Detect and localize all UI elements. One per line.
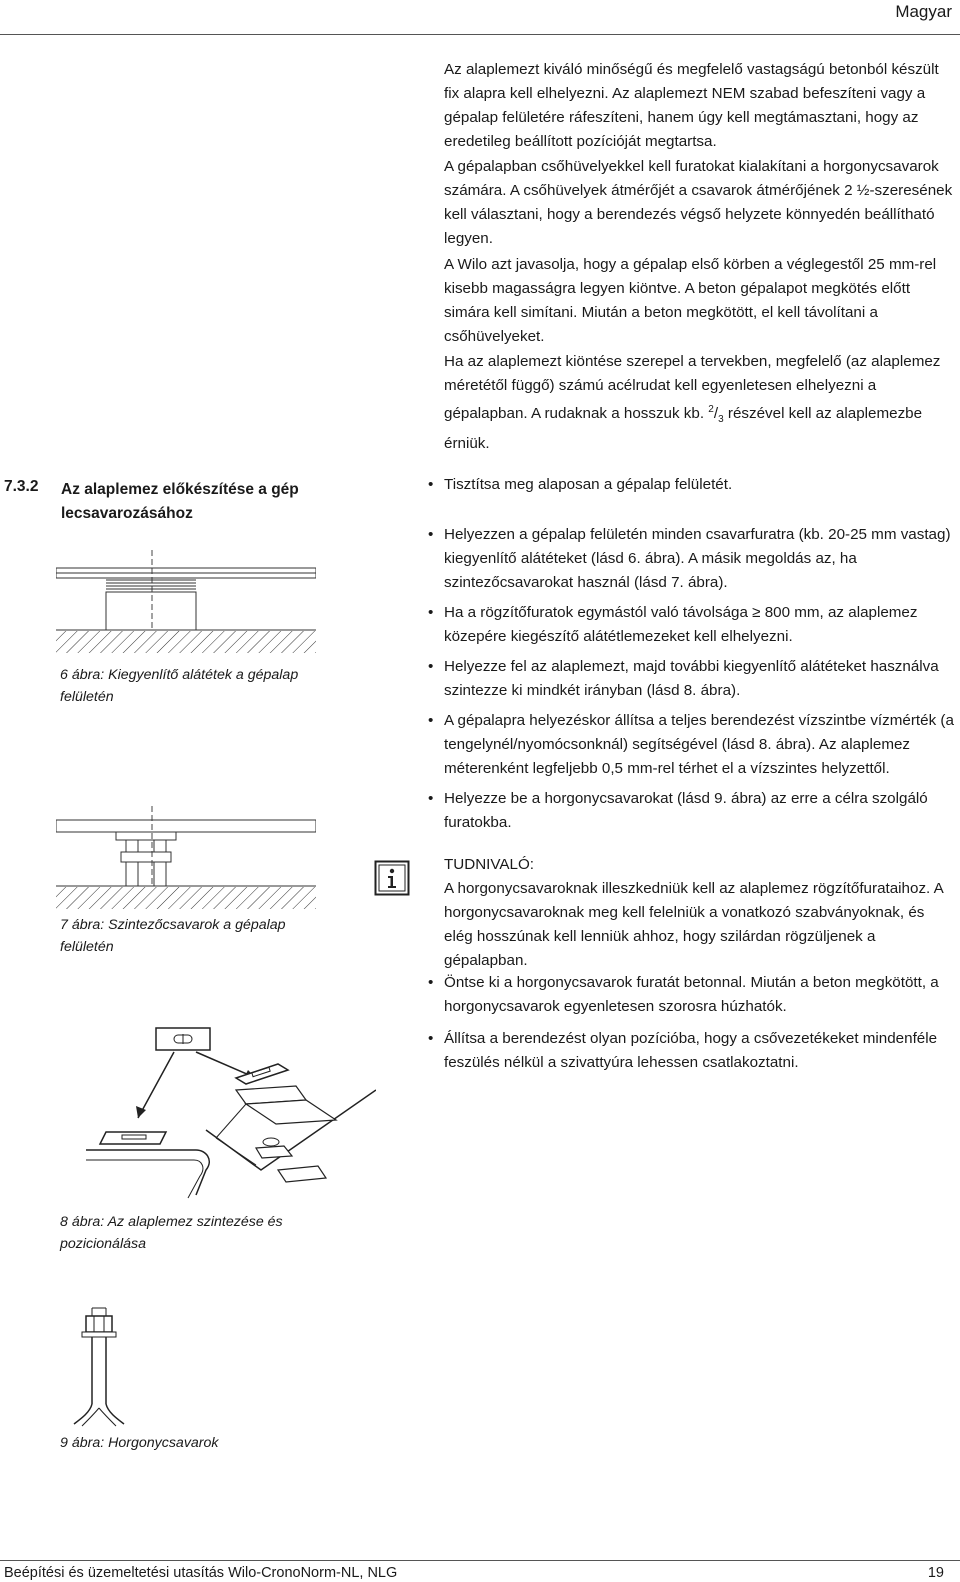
list-item: • Helyezze be a horgonycsavarokat (lásd 9. ábra) az erre a célra szolgáló furatokba. bbox=[428, 787, 956, 835]
list-item: • Helyezze fel az alaplemezt, majd további kiegyenlítő alátéteket használva szintezze ki mindkét irányban (lásd 8. ábra). bbox=[428, 655, 956, 703]
list-item: • Ha a rögzítőfuratok egymástól való távolsága ≥ 800 mm, az alaplemez közepére kiegészítő alátétlemezeket kell elhelyezni. bbox=[428, 601, 956, 649]
footer-rule bbox=[0, 1560, 960, 1561]
note-block bbox=[444, 853, 954, 973]
figure-9-anchor-bolt bbox=[60, 1304, 140, 1430]
figure-7-leveling-screws bbox=[56, 806, 316, 912]
figure-8-baseplate-leveling bbox=[56, 1020, 376, 1205]
section-number: 7.3.2 bbox=[4, 478, 39, 495]
list-item: • Állítsa a berendezést olyan pozícióba, hogy a csővezetékeket mindenféle feszülés nélkül a szivattyúra lehessen csatlakoztatni. bbox=[428, 1027, 956, 1075]
list-item: • Öntse ki a horgonycsavarok furatát betonnal. Miután a beton megkötött, a horgonycsavarok egyenletesen szorosra húzhatók. bbox=[428, 971, 956, 1019]
note-label: TUDNIVALÓ: bbox=[444, 856, 535, 873]
intro-paragraph-2: A gépalapban csőhüvelyekkel kell furatokat kialakítani a horgonycsavarok számára. A csőhüvelyek átmérőjét a csavarok átmérőjének 2 ½-szeresének kell választani, hogy a berendezés végső helyzete könnyedén beállítható legyen. bbox=[444, 158, 953, 247]
info-icon bbox=[374, 860, 410, 896]
steps-list bbox=[428, 473, 956, 835]
list-item: • Tisztítsa meg alaposan a gépalap felületét. bbox=[428, 473, 956, 497]
intro-paragraph-1: Az alaplemezt kiváló minőségű és megfelelő vastagságú betonból készült fix alapra kell elhelyezni. Az alaplemezt NEM szabad befeszíteni vagy a gépalap felületére ráfeszíteni, hanem úgy kell megtámasztani, hogy az eredetileg beállított pozícióját megtartsa. bbox=[444, 61, 939, 150]
intro-paragraph-4: Ha az alaplemezt kiöntése szerepel a tervekben, megfelelő (az alaplemez méretétől függő) számú acélrudat kell egyenletesen elhelyezni a gépalapban. A rudaknak a hosszuk kb. $^2/_3$ részével kell az alaplemezbe érniük. bbox=[444, 353, 941, 453]
header-rule bbox=[0, 34, 960, 35]
page-number: 19 bbox=[927, 1565, 944, 1581]
figure-7-caption: 7 ábra: Szintezőcsavarok a gépalap felületén bbox=[60, 917, 286, 955]
note-text: A horgonycsavaroknak illeszkedniük kell az alaplemez rögzítőfurataihoz. A horgonycsavaroknak meg kell felelniük a vonatkozó szabványoknak, és elég hosszúnak kell lenniük ahhoz, hogy szilárdan rögzüljenek a gépalapban. bbox=[444, 880, 943, 969]
header-language: Magyar bbox=[895, 2, 952, 21]
figure-8-caption: 8 ábra: Az alaplemez szintezése és pozicionálása bbox=[60, 1214, 283, 1252]
figure-6-shims bbox=[56, 550, 316, 658]
figure-6-caption: 6 ábra: Kiegyenlítő alátétek a gépalap felületén bbox=[60, 667, 299, 705]
steps-list-2 bbox=[428, 971, 956, 1075]
intro-paragraph-3: A Wilo azt javasolja, hogy a gépalap első körben a véglegestől 25 mm-rel kisebb magasságra legyen kiöntve. A beton gépalapot megkötés előtt simára kell simítani. Miután a beton megkötött, el kell távolítani a csőhüvelyeket. bbox=[444, 256, 937, 345]
list-item: • A gépalapra helyezéskor állítsa a teljes berendezést vízszintbe vízmérték (a tengelynél/nyomócsonknál) segítségével (lásd 8. ábra). Az alaplemez méterenként legfeljebb 0,5 mm-rel térhet el a vízszintes helyzettől. bbox=[428, 709, 956, 781]
footer-title: Beépítési és üzemeltetési utasítás Wilo-CronoNorm-NL, NLG bbox=[4, 1565, 398, 1581]
list-item: • Helyezzen a gépalap felületén minden csavarfuratra (kb. 20-25 mm vastag) kiegyenlítő alátéteket (lásd 6. ábra). A másik megoldás az, ha szintezőcsavarokat használ (lásd 7. ábra). bbox=[428, 523, 956, 595]
section-title: Az alaplemez előkészítése a gép lecsavarozásához bbox=[61, 481, 299, 522]
figure-9-caption: 9 ábra: Horgonycsavarok bbox=[60, 1435, 219, 1451]
